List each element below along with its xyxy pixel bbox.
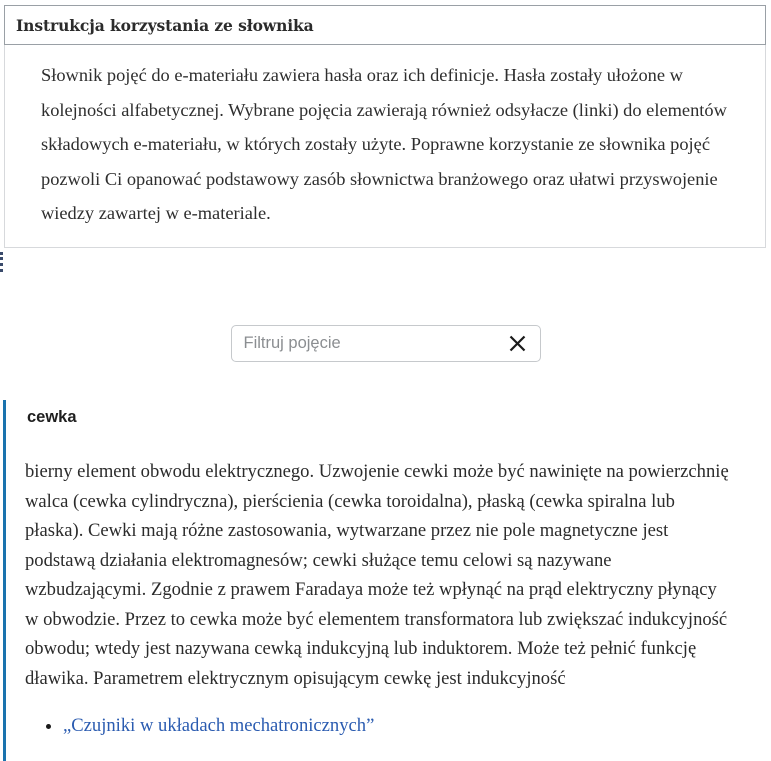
- glossary-related-link[interactable]: „Czujniki w układach mechatronicznych”: [63, 715, 375, 736]
- instruction-body: [4, 45, 766, 248]
- filter-input[interactable]: [244, 334, 506, 353]
- glossary-term-name: cewka: [27, 408, 77, 426]
- list-item: [63, 711, 751, 741]
- page-title: Instrukcja korzystania ze słownika: [16, 15, 314, 35]
- glossary-term-entry: [3, 400, 771, 761]
- close-icon[interactable]: [506, 332, 530, 356]
- glossary-term-definition: bierny element obwodu elektrycznego. Uzwojenie cewki może być nawinięte na powierzchnię walca (cewka cylindryczna), pierścienia (cewka toroidalna), płaską (cewka spiralna lub płaska). Cewki mają różne zastosowania, wytwarzane przez nie pole magnetyczne jest podstawą działania elektromagnesów; cewki służące temu celowi są nazywane wzbudzającymi. Zgodnie z prawem Faradaya może też wpłynąć na prąd elektryczny płynący w obwodzie. Przez to cewka może być elementem transformatora lub zwiększać indukcyjność obwodu; wtedy jest nazywana cewką indukcyjną lub induktorem. Może też pełnić funkcję dławika. Parametrem elektrycznym opisującym cewkę jest indukcyjność: [25, 461, 729, 689]
- filter-row: [0, 325, 771, 362]
- instruction-panel: [4, 5, 766, 248]
- instruction-header: [4, 5, 766, 45]
- instruction-paragraph: Słownik pojęć do e-materiału zawiera hasła oraz ich definicje. Hasła zostały ułożone w kolejności alfabetycznej. Wybrane pojęcia zawierają również odsyłacze (linki) do elementów składowych e-materiału, w których zostały użyte. Poprawne korzystanie ze słownika pojęć pozwoli Ci opanować podstawowy zasób słownictwa branżowego oraz ułatwi przyswojenie wiedzy zawartej w e-materiale.: [41, 65, 727, 223]
- glossary-term-links: [27, 711, 751, 741]
- panel-edge-marker: [0, 252, 7, 272]
- filter-box[interactable]: [231, 325, 541, 362]
